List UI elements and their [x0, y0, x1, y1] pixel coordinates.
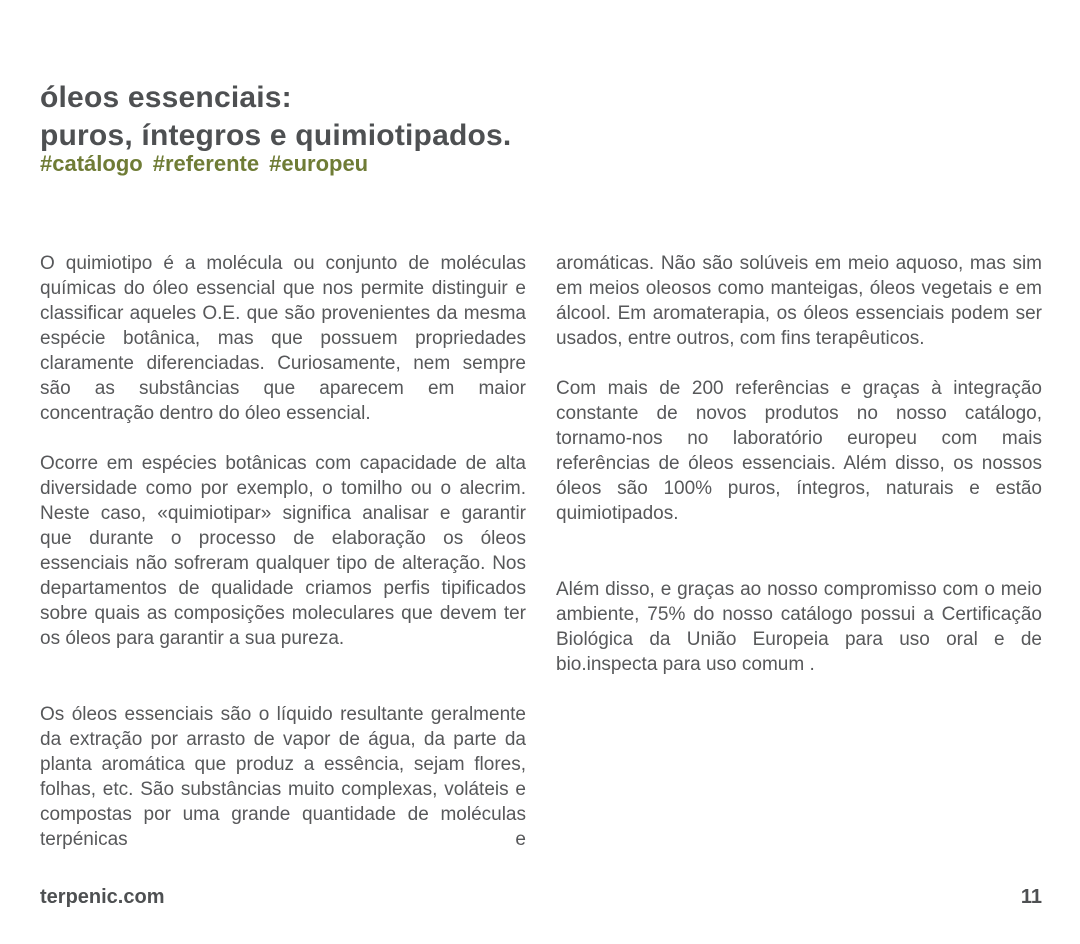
hashtag-list	[40, 149, 368, 179]
paragraph-liquido-resultante: Os óleos essenciais são o líquido resultante geralmente da extração por arrasto de vapor de água, da parte da planta aromática que produz a essência, sejam flores, folhas, etc. São substâncias muito complexas, voláteis e compostas por uma grande quantidade de moléculas terpénicas e	[40, 704, 526, 850]
page-title-line-1: óleos essenciais:	[40, 81, 292, 115]
page-title	[40, 79, 511, 155]
paragraph-200-referencias: Com mais de 200 referências e graças à integração constante de novos produtos no nosso catálogo, tornamo-nos no laboratório europeu com mais referências de óleos essenciais. Além disso, os nossos óleos são 100% puros, íntegros, naturais e estão quimiotipados.	[556, 378, 1042, 524]
page-title-line-2: puros, íntegros e quimiotipados.	[40, 119, 512, 153]
footer-site-url: terpenic.com	[40, 886, 165, 908]
paragraph-quimiotipo: O quimiotipo é a molécula ou conjunto de moléculas químicas do óleo essencial que nos permite distinguir e classificar aqueles O.E. que são provenientes da mesma espécie botânica, mas que possuem propriedades claramente diferenciadas. Curiosamente, nem sempre são as substâncias que aparecem em maior concentração dentro do óleo essencial.	[40, 253, 526, 424]
hashtag-europeu: #europeu	[269, 151, 369, 176]
hashtag-referente: #referente	[152, 151, 260, 176]
right-column	[556, 251, 1042, 877]
hashtag-catalogo: #catálogo	[40, 151, 143, 176]
body-columns	[40, 251, 1042, 877]
left-column	[40, 251, 526, 877]
footer-page-number: 11	[1020, 886, 1042, 908]
paragraph-certificacao-biologica: Além disso, e graças ao nosso compromisso com o meio ambiente, 75% do nosso catálogo possui a Certificação Biológica da União Europeia para uso oral e de bio.inspecta para uso comum .	[556, 579, 1042, 675]
paragraph-aromaticas: aromáticas. Não são solúveis em meio aquoso, mas sim em meios oleosos como manteigas, óleos vegetais e em álcool. Em aromaterapia, os óleos essenciais podem ser usados, entre outros, com fins terapêuticos.	[556, 253, 1042, 349]
paragraph-especies-botanicas: Ocorre em espécies botânicas com capacidade de alta diversidade como por exemplo, o tomilho ou o alecrim. Neste caso, «quimiotipar» significa analisar e garantir que durante o processo de elaboração os óleos essenciais não sofreram qualquer tipo de alteração. Nos departamentos de qualidade criamos perfis tipificados sobre quais as composições moleculares que devem ter os óleos para garantir a sua pureza.	[40, 453, 526, 649]
